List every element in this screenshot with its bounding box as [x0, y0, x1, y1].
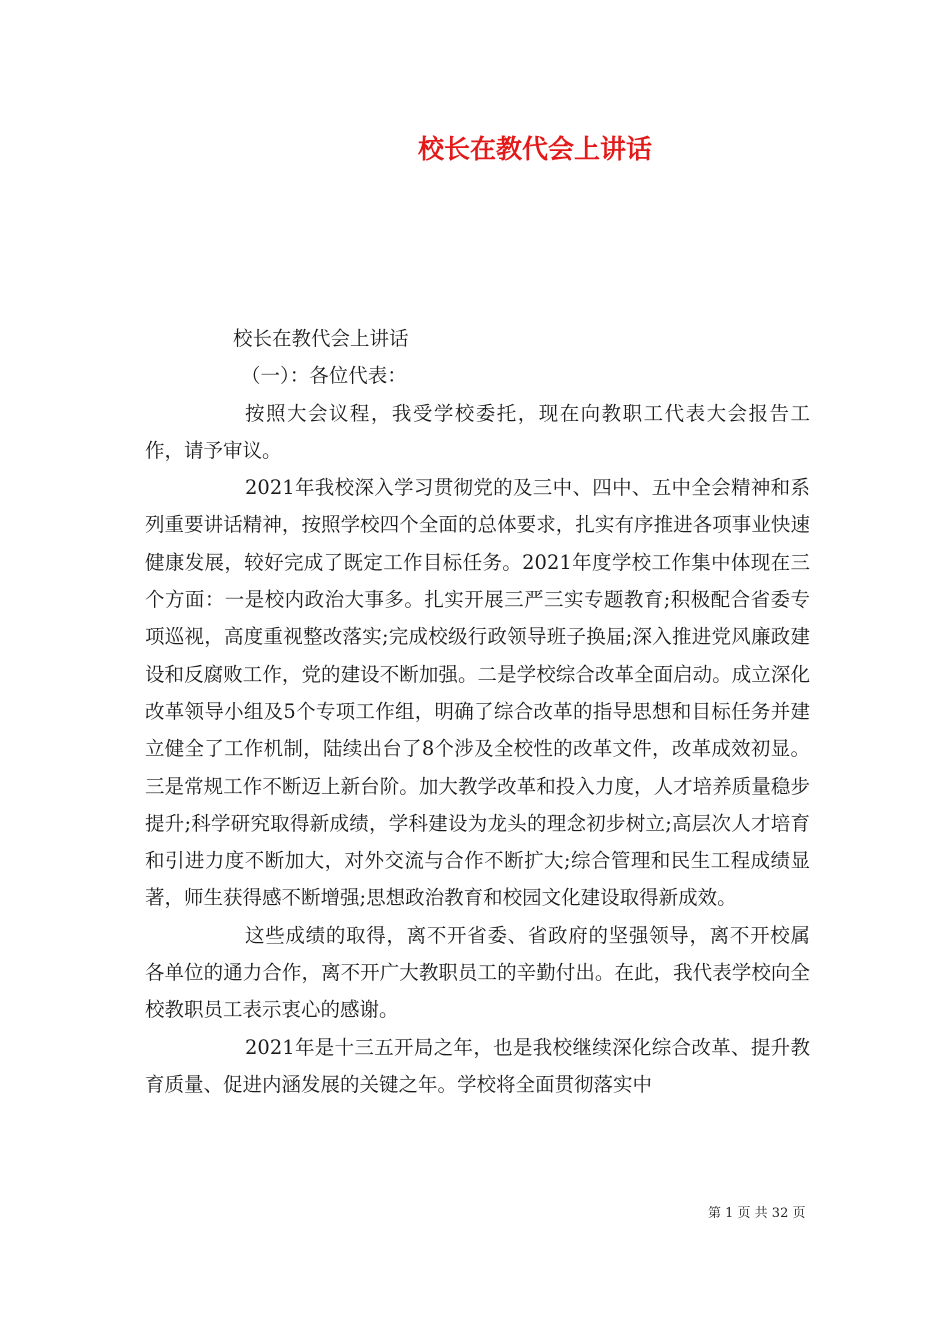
paragraph: 按照大会议程，我受学校委托，现在向教职工代表大会报告工作，请予审议。 — [145, 401, 810, 462]
document-body — [145, 320, 810, 1103]
document-heading: 校长在教代会上讲话 — [233, 327, 409, 350]
paragraph: 这些成绩的取得，离不开省委、省政府的坚强领导，离不开校属各单位的通力合作，离不开广大教职员工的辛勤付出。在此，我代表学校向全校教职员工表示衷心的感谢。 — [145, 923, 810, 1022]
paragraph: 2021年是十三五开局之年，也是我校继续深化综合改革、提升教育质量、促进内涵发展的关键之年。学校将全面贯彻落实中 — [145, 1035, 810, 1096]
page-title: 校长在教代会上讲话 — [417, 135, 652, 165]
page-footer: 第 1 页 共 32 页 — [708, 1206, 806, 1221]
salutation: （一）：各位代表： — [241, 364, 407, 388]
paragraph: 2021年我校深入学习贯彻党的及三中、四中、五中全会精神和系列重要讲话精神，按照学校四个全面的总体要求，扎实有序推进各项事业快速健康发展，较好完成了既定工作目标任务。2021年度学校工作集中体现在三个方面：一是校内政治大事多。扎实开展三严三实专题教育;积极配合省委专项巡视，高度重视整改落实;完成校级行政领导班子换届;深入推进党风廉政建设和反腐败工作，党的建设不断加强。二是学校综合改革全面启动。成立深化改革领导小组及5个专项工作组，明确了综合改革的指导思想和目标任务并建立健全了工作机制，陆续出台了8个涉及全校性的改革文件，改革成效初显。三是常规工作不断迈上新台阶。加大教学改革和投入力度，人才培养质量稳步提升;科学研究取得新成绩，学科建设为龙头的理念初步树立;高层次人才培育和引进力度不断加大，对外交流与合作不断扩大;综合管理和民生工程成绩显著，师生获得感不断增强;思想政治教育和校园文化建设取得新成效。 — [145, 476, 810, 910]
